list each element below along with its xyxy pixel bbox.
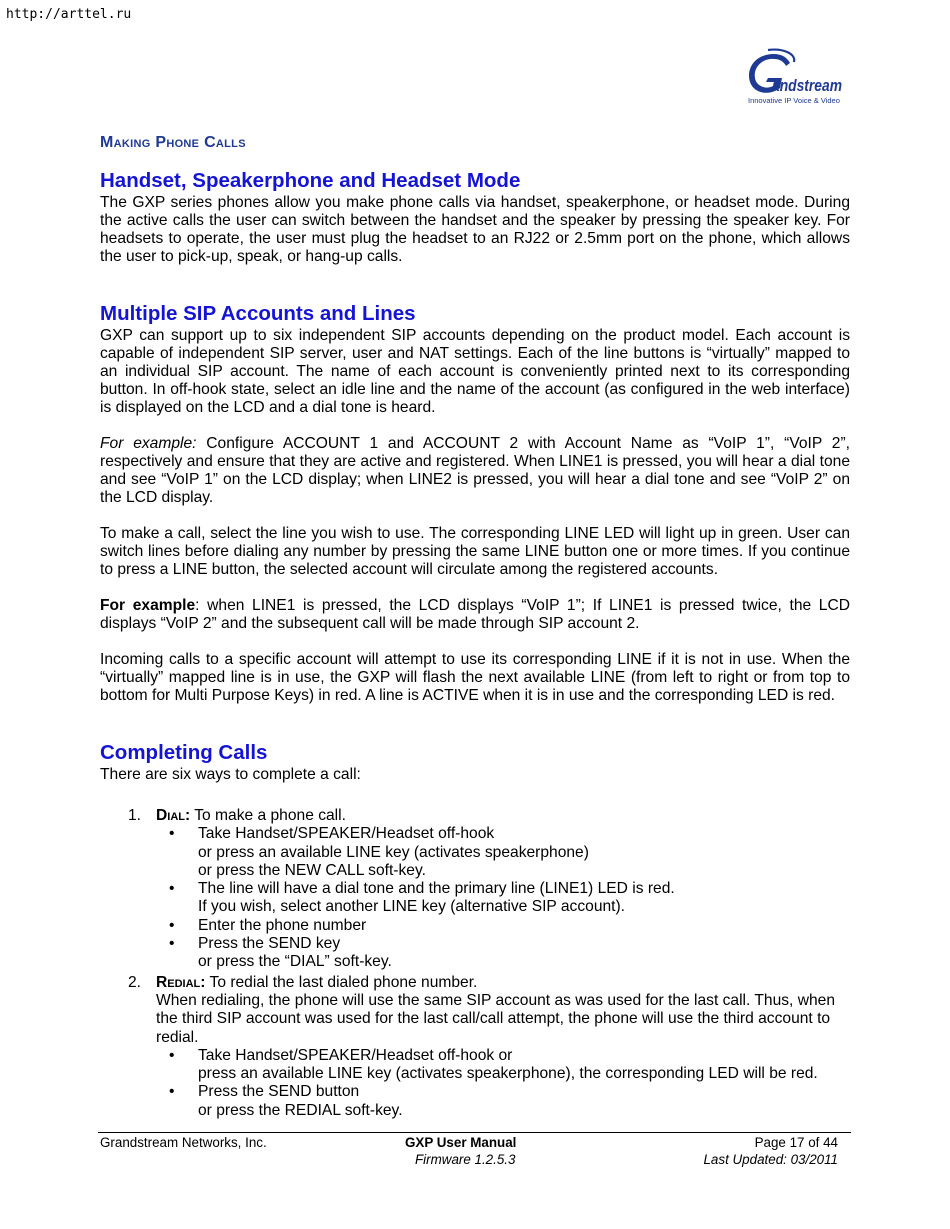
step-name-dial: Dial:	[156, 807, 191, 824]
section-title: Making Phone Calls	[100, 134, 246, 151]
footer-company: Grandstream Networks, Inc.	[100, 1135, 267, 1150]
paragraph-multiple-sip-1: GXP can support up to six independent SIP accounts depending on the product model. Each account is capable of independent SIP server, user and NAT settings. Each of the line buttons is “virtually” mapped to an individual SIP account. The name of each account is conveniently printed next to its corresponding button. In off-hook state, select an idle line and the name of the account (as configured in the web interface) is displayed on the LCD and a dial tone is heard.	[100, 327, 850, 416]
footer-divider	[98, 1132, 851, 1133]
heading-multiple-sip: Multiple SIP Accounts and Lines	[100, 302, 416, 325]
list-item-dial: 1. Dial: To make a phone call. • Take Handset/SPEAKER/Headset off-hook or press an available LINE key (activates speakerphone) or press the NEW CALL soft-key. • The line will have a dial tone and the primary line (LINE1) LED is red. If you wish, select another LINE key (alternative SIP account). • Enter the phone number • Press the SEND key or press the “DIAL” soft-key.	[100, 807, 850, 972]
completing-steps-list	[100, 807, 850, 1120]
paragraph-multiple-sip-4: For example: when LINE1 is pressed, the LCD displays “VoIP 1”; If LINE1 is pressed twice, the LCD displays “VoIP 2” and the subsequent call will be made through SIP account 2.	[100, 597, 850, 632]
paragraph-multiple-sip-2: For example: Configure ACCOUNT 1 and ACCOUNT 2 with Account Name as “VoIP 1”, “VoIP 2”, respectively and ensure that they are active and registered. When LINE1 is pressed, you will hear a dial tone and see “VoIP 1” on the LCD display; when LINE2 is pressed, you will hear a dial tone and see “VoIP 2” on the LCD display.	[100, 435, 850, 506]
list-item: • Enter the phone number	[156, 917, 850, 935]
paragraph-multiple-sip-3: To make a call, select the line you wish to use. The corresponding LINE LED will light up in green. User can switch lines before dialing any number by pressing the same LINE button one or more times. If you continue to press a LINE button, the selected account will circulate among the registered accounts.	[100, 525, 850, 578]
list-item: • Press the SEND key or press the “DIAL” soft-key.	[156, 935, 850, 972]
list-item: • The line will have a dial tone and the primary line (LINE1) LED is red. If you wish, select another LINE key (alternative SIP account).	[156, 880, 850, 917]
dial-bullets	[156, 825, 850, 971]
svg-text:andstream: andstream	[772, 76, 842, 95]
paragraph-handset-mode: The GXP series phones allow you make phone calls via handset, speakerphone, or headset mode. During the active calls the user can switch between the handset and the speaker by pressing the speaker key. For headsets to operate, the user must plug the headset to an RJ22 or 2.5mm port on the phone, which allows the user to pick-up, speak, or hang-up calls.	[100, 194, 850, 265]
source-url[interactable]: http://arttel.ru	[6, 7, 132, 22]
page-content	[100, 134, 850, 1120]
footer-firmware: Firmware 1.2.5.3	[415, 1151, 516, 1167]
redial-bullets	[156, 1047, 850, 1120]
heading-completing-calls: Completing Calls	[100, 741, 268, 764]
step-name-redial: Redial:	[156, 973, 206, 991]
footer-manual-title: GXP User Manual	[405, 1135, 517, 1150]
footer-manual-info	[405, 1135, 525, 1168]
list-item: • Press the SEND button or press the REDIAL soft-key.	[156, 1083, 850, 1120]
paragraph-multiple-sip-5: Incoming calls to a specific account will attempt to use its corresponding LINE if it is not in use. When the “virtually” mapped line is in use, the GXP will flash the next available LINE (from left to right or from top to bottom for Multi Purpose Keys) in red. A line is ACTIVE when it is in use and the corresponding LED is red.	[100, 651, 850, 704]
paragraph-completing-intro: There are six ways to complete a call:	[100, 766, 361, 783]
logo-tagline: Innovative IP Voice & Video	[748, 96, 840, 105]
footer-last-updated: Last Updated: 03/2011	[703, 1151, 838, 1167]
example-label-bold: For example	[100, 597, 196, 614]
list-item: • Take Handset/SPEAKER/Headset off-hook or press an available LINE key (activates speakerphone) or press the NEW CALL soft-key.	[156, 825, 850, 880]
redial-description: When redialing, the phone will use the same SIP account as was used for the last call. Thus, when the third SIP account was used for the last call/call attempt, the phone will use the third account to redial.	[156, 991, 835, 1046]
heading-handset-mode: Handset, Speakerphone and Headset Mode	[100, 169, 521, 192]
list-item: • Take Handset/SPEAKER/Headset off-hook or press an available LINE key (activates speakerphone), the corresponding LED will be red.	[156, 1047, 850, 1084]
example-label: For example:	[100, 435, 197, 452]
footer-page-info	[690, 1135, 838, 1168]
footer-page-number: Page 17 of 44	[754, 1135, 838, 1150]
grandstream-logo	[744, 48, 844, 110]
list-item-redial: 2. Redial: To redial the last dialed phone number. When redialing, the phone will use the same SIP account as was used for the last call. Thus, when the third SIP account was used for the last call/call attempt, the phone will use the third account to redial. • Take Handset/SPEAKER/Headset off-hook or press an available LINE key (activates speakerphone), the corresponding LED will be red. • Press the SEND button or press the REDIAL soft-key.	[100, 974, 850, 1120]
